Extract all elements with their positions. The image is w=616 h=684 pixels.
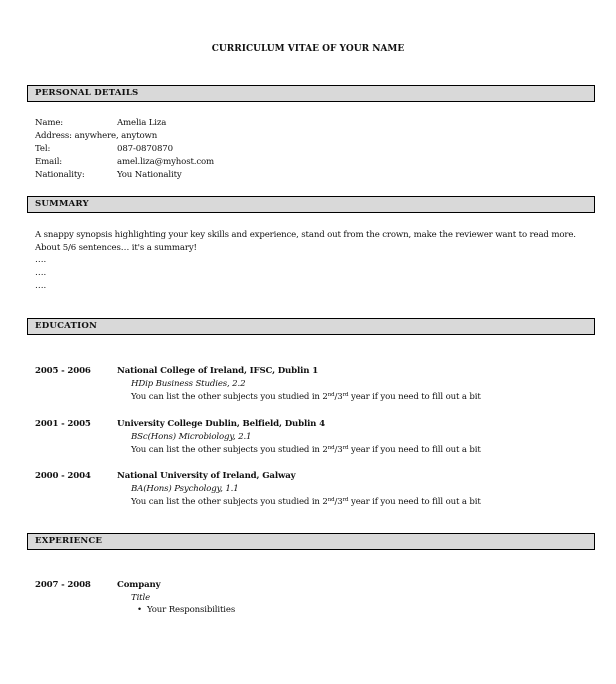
ordinal-suffix: nd [327, 392, 335, 398]
subjects-text: You can list the other subjects you studied in 2 [131, 497, 328, 507]
responsibility-text: Your Responsibilities [147, 605, 236, 615]
subjects-text: You can list the other subjects you studied in 2 [131, 392, 328, 402]
subjects-text: year if you need to fill out a bit [348, 392, 481, 402]
subjects-text: /3 [334, 497, 343, 507]
section-header-summary: SUMMARY [27, 196, 595, 213]
summary-ellipsis: …. [35, 268, 47, 278]
ordinal-suffix: nd [327, 445, 335, 451]
document-title: CURRICULUM VITAE OF YOUR NAME [211, 44, 405, 54]
education-institution: University College Dublin, Belfield, Dublin 4 [117, 419, 325, 429]
education-degree: BA(Hons) Psychology, 1.1 [131, 484, 239, 494]
experience-dates: 2007 - 2008 [35, 580, 91, 590]
summary-ellipsis: …. [35, 255, 47, 265]
education-degree: HDip Business Studies, 2.2 [131, 379, 246, 389]
education-dates: 2000 - 2004 [35, 471, 91, 481]
personal-value-email: amel.liza@myhost.com [117, 157, 215, 167]
subjects-text: year if you need to fill out a bit [348, 445, 481, 455]
bullet-icon: • [137, 605, 142, 615]
section-header-education: EDUCATION [27, 318, 595, 335]
education-dates: 2001 - 2005 [35, 419, 91, 429]
experience-title: Title [131, 593, 151, 603]
summary-ellipsis: …. [35, 281, 47, 291]
experience-company: Company [117, 580, 161, 590]
personal-value-name: Amelia Liza [117, 118, 167, 128]
section-header-experience: EXPERIENCE [27, 533, 595, 550]
personal-label-name: Name: [35, 118, 64, 128]
personal-label-email: Email: [35, 157, 63, 167]
personal-label-nationality: Nationality: [35, 170, 85, 180]
ordinal-suffix: rd [342, 392, 349, 398]
education-degree: BSc(Hons) Microbiology, 2.1 [131, 432, 252, 442]
education-subjects [131, 445, 481, 455]
education-institution: National College of Ireland, IFSC, Dublin 1 [117, 366, 319, 376]
education-institution: National University of Ireland, Galway [117, 471, 296, 481]
subjects-text: /3 [334, 445, 343, 455]
subjects-text: year if you need to fill out a bit [348, 497, 481, 507]
personal-label-tel: Tel: [35, 144, 51, 154]
personal-value-tel: 087-0870870 [117, 144, 173, 154]
personal-label-address: Address: anywhere, anytown [35, 131, 158, 141]
experience-responsibility [137, 605, 235, 615]
subjects-text: You can list the other subjects you studied in 2 [131, 445, 328, 455]
personal-value-nationality: You Nationality [117, 170, 182, 180]
summary-text: A snappy synopsis highlighting your key skills and experience, stand out from the crown, make the reviewer want to read more. About 5/6 sentences… it's a summary! [35, 230, 576, 253]
education-dates: 2005 - 2006 [35, 366, 91, 376]
subjects-text: /3 [334, 392, 343, 402]
ordinal-suffix: nd [327, 497, 335, 503]
section-header-personal-details: PERSONAL DETAILS [27, 85, 595, 102]
ordinal-suffix: rd [342, 445, 349, 451]
education-subjects [131, 497, 481, 507]
education-subjects [131, 392, 481, 402]
ordinal-suffix: rd [342, 497, 349, 503]
